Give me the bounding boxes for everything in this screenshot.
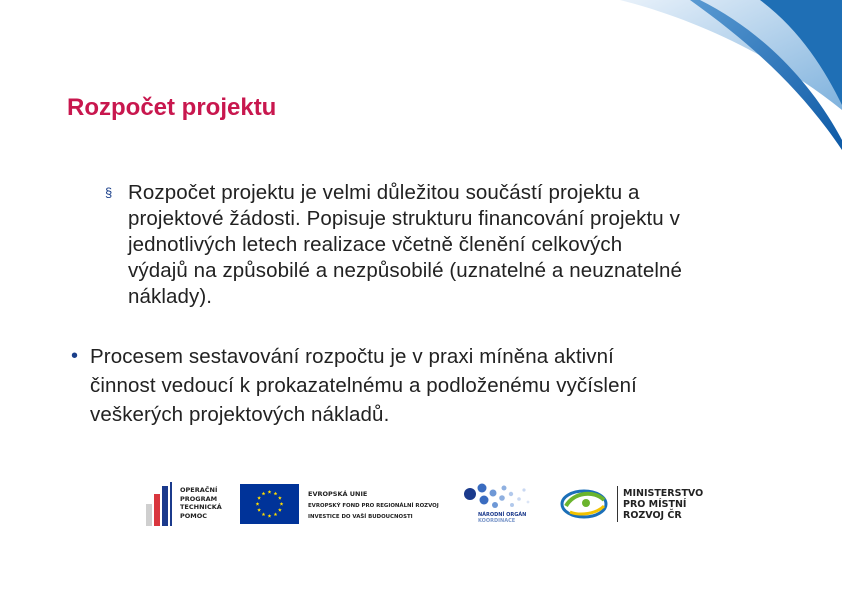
- eu-star-icon: [257, 496, 261, 500]
- bullet-1-line: náklady).: [128, 285, 213, 308]
- optp-line: PROGRAM: [180, 494, 218, 503]
- optp-line: TECHNICKÁ: [180, 503, 222, 511]
- eu-text: [308, 490, 439, 522]
- eu-line: EVROPSKÝ FOND PRO REGIONÁLNÍ ROZVOJ: [308, 502, 439, 509]
- section-bullet-icon: §: [105, 185, 113, 200]
- eu-star-icon: [274, 512, 278, 516]
- eu-star-icon: [278, 496, 282, 500]
- eu-star-icon: [268, 514, 272, 518]
- mmr-line: PRO MÍSTNÍ: [623, 499, 687, 510]
- slide-title: Rozpočet projektu: [67, 94, 277, 121]
- mmr-swirl-icon: [560, 486, 610, 520]
- nok-line: NÁRODNÍ ORGÁN: [478, 512, 527, 518]
- nok-logo: [462, 480, 542, 526]
- eu-star-icon: [280, 502, 284, 506]
- round-bullet-icon: •: [71, 345, 79, 367]
- bullet-1: [105, 180, 808, 310]
- bullet-1-line: výdajů na způsobilé a nezpůsobilé (uznatelné a neuznatelné: [128, 259, 683, 282]
- eu-star-icon: [257, 508, 261, 512]
- eu-flag: [240, 484, 299, 529]
- bullet-1-line: projektové žádosti. Popisuje strukturu financování projektu v: [128, 207, 680, 230]
- eu-star-icon: [256, 502, 260, 506]
- eu-line: INVESTICE DO VAŠÍ BUDOUCNOSTI: [308, 514, 413, 520]
- bullet-2-line: Procesem sestavování rozpočtu je v praxi míněna aktivní: [90, 345, 614, 368]
- bullet-2-line: veškerých projektových nákladů.: [90, 403, 390, 426]
- eu-star-icon: [268, 490, 272, 494]
- nok-line: KOORDINACE: [478, 518, 516, 524]
- eu-star-icon: [262, 512, 266, 516]
- bullet-1-line: Rozpočet projektu je velmi důležitou součástí projektu a: [128, 181, 640, 204]
- bullet-1-line: jednotlivých letech realizace včetně členění celkových: [128, 233, 623, 256]
- nok-dots-icon: [462, 480, 542, 514]
- bullet-2: [71, 342, 790, 429]
- mmr-line: MINISTERSTVO: [623, 488, 704, 499]
- header-swoosh: [0, 0, 842, 160]
- mmr-emblem: [560, 486, 610, 525]
- eu-star-icon: [278, 508, 282, 512]
- optp-bars-icon: [146, 482, 174, 526]
- eu-flag-icon: [240, 484, 299, 524]
- mmr-text: [623, 488, 703, 521]
- optp-line: OPERAČNÍ: [180, 486, 218, 494]
- eu-star-icon: [274, 492, 278, 496]
- optp-line: POMOC: [180, 511, 208, 520]
- eu-star-icon: [262, 492, 266, 496]
- optp-logo: [146, 482, 226, 526]
- eu-line: EVROPSKÁ UNIE: [308, 490, 368, 498]
- mmr-divider: [617, 486, 618, 522]
- mmr-line: ROZVOJ ČR: [623, 510, 682, 521]
- bullet-2-line: činnost vedoucí k prokazatelnému a podloženému vyčíslení: [90, 374, 637, 397]
